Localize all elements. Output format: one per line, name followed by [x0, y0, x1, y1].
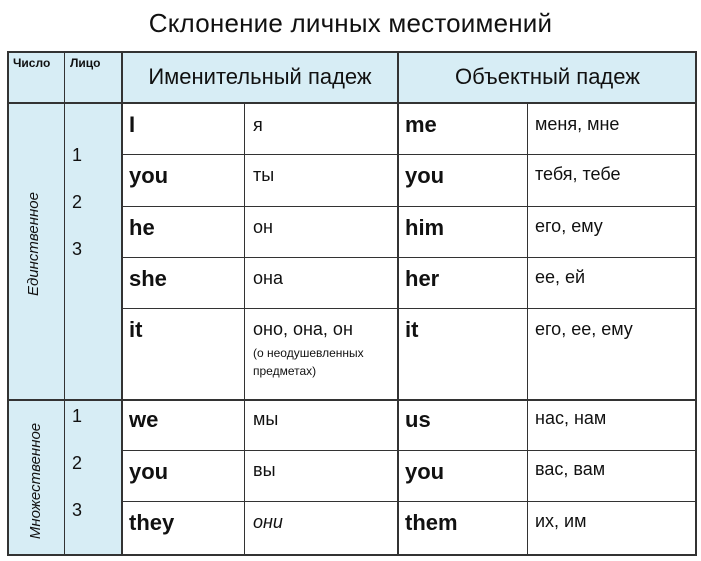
table-cell-ru-objective: вас, вам — [535, 459, 606, 479]
person-number: 2 — [72, 453, 83, 473]
table-cell-en-nominative: he — [129, 215, 155, 240]
header-objective: Объектный падеж — [455, 64, 640, 89]
person-number: 3 — [72, 500, 83, 520]
group-singular: Единственное — [25, 192, 42, 296]
table-cell-en-nominative: they — [129, 510, 175, 535]
person-number: 1 — [72, 145, 83, 165]
table-cell-en-nominative: you — [129, 459, 169, 484]
person-number: 3 — [72, 239, 83, 259]
table-cell-en-objective: us — [405, 407, 431, 432]
table-cell-en-objective: you — [405, 163, 445, 188]
table-cell-ru-objective: их, им — [535, 511, 587, 531]
person-number: 2 — [72, 192, 83, 212]
table-cell-en-nominative: she — [129, 266, 167, 291]
table-cell-ru-nominative: оно, она, он — [253, 319, 353, 339]
table-cell-ru-nominative: я — [253, 115, 263, 135]
table-cell-ru-objective: нас, нам — [535, 408, 607, 428]
table-cell-ru-objective: тебя, тебе — [535, 164, 621, 184]
table-cell-ru-nominative: она — [253, 268, 283, 288]
table-cell-en-objective: you — [405, 459, 445, 484]
page-title: Склонение личных местоимений — [148, 8, 553, 38]
header-number: Число — [13, 56, 51, 70]
table-cell-ru-nominative: вы — [253, 460, 276, 480]
table-cell-en-nominative: I — [129, 112, 136, 137]
table-cell-ru-objective: ее, ей — [535, 267, 586, 287]
table-cell-en-nominative: you — [129, 163, 169, 188]
group-plural: Множественное — [27, 422, 44, 540]
table-cell-en-objective: her — [405, 266, 440, 291]
person-number: 1 — [72, 406, 83, 426]
table-cell-en-objective: it — [405, 317, 419, 342]
header-person: Лицо — [70, 56, 101, 70]
table-cell-en-objective: them — [405, 510, 458, 535]
table-cell-en-objective: me — [405, 112, 437, 137]
table-cell-ru-objective: меня, мне — [535, 114, 620, 134]
table-cell-ru-nominative: ты — [253, 165, 275, 185]
table-cell-ru-nominative: они — [253, 512, 283, 532]
table-cell-ru-objective: его, ее, ему — [535, 319, 633, 339]
table-cell-ru-objective: его, ему — [535, 216, 603, 236]
table-cell-note: (о неодушевленных предметах) — [253, 346, 364, 378]
table-cell-en-nominative: it — [129, 317, 143, 342]
table-cell-ru-nominative: он — [253, 217, 273, 237]
table-cell-ru-nominative: мы — [253, 409, 279, 429]
table-cell-en-objective: him — [405, 215, 445, 240]
table-cell-en-nominative: we — [129, 407, 159, 432]
header-nominative: Именительный падеж — [148, 64, 372, 89]
pronoun-table — [7, 51, 697, 556]
